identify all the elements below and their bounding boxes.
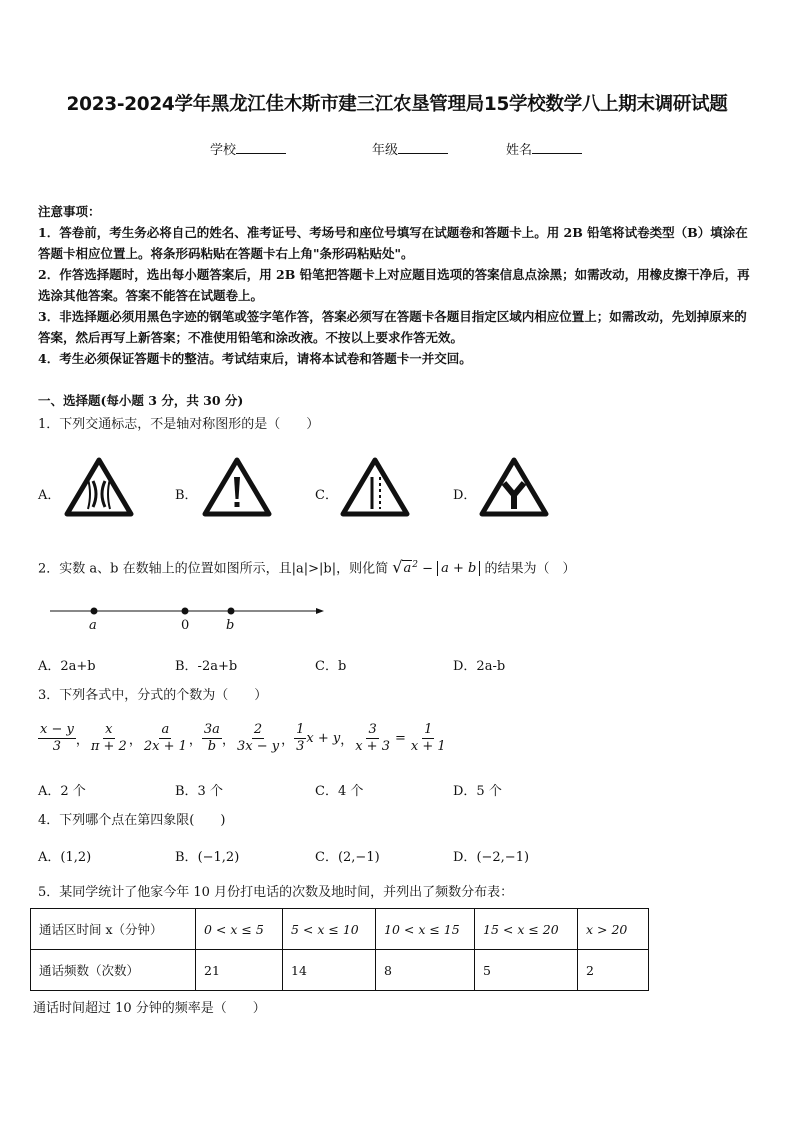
narrow-bridge-sign-icon: [64, 457, 134, 517]
q3-sep: ，: [75, 733, 89, 748]
q3-sep: ，: [340, 733, 354, 748]
q2-sqrt-exp: 2: [412, 560, 418, 570]
grade-field: [372, 140, 448, 161]
page-title: 2023-2024学年黑龙江佳木斯市建三江农垦管理局15学校数学八上期末调研试题: [66, 94, 728, 115]
number-line-arrow-icon: [316, 608, 324, 614]
table-cell: 0 < x ≤ 5: [196, 909, 283, 950]
q4-option-c: C．(2,−1): [315, 850, 380, 865]
point-zero: [182, 608, 189, 615]
note-item-4: 4．考生必须保证答题卡的整洁。考试结束后，请将本试卷和答题卡一并交回。: [38, 351, 472, 366]
q2-option-a: A．2a+b: [38, 659, 96, 674]
school-field: [210, 140, 286, 161]
q3-stem: 3．下列各式中，分式的个数为（ ）: [38, 688, 268, 703]
q1-label-a: A．: [38, 488, 61, 503]
notes-heading: 注意事项：: [38, 204, 101, 219]
name-field: [506, 140, 582, 161]
q3-frac-2: $\frac{x}{\pi + 2}$: [90, 722, 127, 754]
q1-stem: 1．下列交通标志，不是轴对称图形的是（ ）: [38, 417, 320, 432]
q2-option-c: C．b: [315, 659, 347, 674]
q2-expression: $√a^2 - a + b$: [392, 555, 480, 579]
q4-stem: 4．下列哪个点在第四象限( ): [38, 813, 226, 828]
q2-stem-post: 的结果为（ ）: [484, 561, 576, 577]
point-b: [228, 608, 235, 615]
note-item-2: 2．作答选择题时，选出每小题答案后，用 2B 铅笔把答题卡上对应题目选项的答案信息点涂黑；如需改动，用橡皮擦干净后，再选涂其他答案。答案不能答在试题卷上。: [38, 267, 750, 303]
table-cell: 21: [196, 950, 283, 991]
q2-stem-pre: 2．实数 a、b 在数轴上的位置如图所示，且|a|>|b|，则化简: [38, 561, 389, 577]
q3-sep: ，: [221, 733, 235, 748]
section-heading: 一、选择题(每小题 3 分，共 30 分): [38, 393, 244, 408]
frequency-table: [30, 908, 649, 991]
q3-option-d: D．5 个: [453, 784, 502, 799]
q3-frac-5: $\frac{2}{3x - y}$: [236, 722, 280, 754]
table-cell: 15 < x ≤ 20: [475, 909, 578, 950]
q2-sqrt-arg: a: [403, 561, 412, 577]
q2-option-d: D．2a-b: [453, 659, 506, 674]
table-cell: 14: [283, 950, 376, 991]
q3-sep: ，: [281, 733, 295, 748]
q3-frac-3: $\frac{a}{2x + 1}$: [143, 722, 187, 754]
table-cell: 8: [376, 950, 475, 991]
y-junction-sign-icon: [479, 457, 549, 517]
q3-frac-1: $\frac{x - y}{3}$: [40, 722, 74, 754]
q1-label-c: C．: [315, 488, 338, 503]
q1-label-b: B．: [175, 488, 198, 503]
q4-option-b: B．(−1,2): [175, 850, 240, 865]
q3-equals: =: [394, 731, 406, 746]
q3-frac-8: $\frac{1}{x + 1}$: [410, 722, 446, 754]
q4-option-d: D．(−2,−1): [453, 850, 530, 865]
axis-label-zero: 0: [181, 618, 190, 633]
q2-abs-expr: a + b: [437, 561, 480, 576]
table-cell: 10 < x ≤ 15: [376, 909, 475, 950]
grade-label: 年级: [372, 143, 399, 158]
table-cell: 2: [578, 950, 649, 991]
table-row: [31, 909, 649, 950]
q3-tail-6: x + y: [306, 731, 341, 746]
table-cell: 5: [475, 950, 578, 991]
q3-frac-4: $\frac{3a}{b}$: [203, 722, 220, 754]
q3-frac-6: $\frac{1}{3}$: [296, 722, 305, 754]
axis-label-a: a: [89, 618, 97, 633]
q3-sep: ，: [128, 733, 142, 748]
note-item-3: 3．非选择题必须用黑色字迹的钢笔或签字笔作答，答案必须写在答题卡各题目指定区域内相应位置上；如需改动，先划掉原来的答案，然后再写上新答案；不准使用铅笔和涂改液。不按以上要求作答无效。: [38, 309, 747, 345]
q3-sep: ，: [188, 733, 202, 748]
q4-option-a: A．(1,2): [38, 850, 92, 865]
name-label: 姓名: [506, 143, 533, 158]
q3-expressions: [38, 722, 448, 755]
q3-option-b: B．3 个: [175, 784, 223, 799]
table-row: [31, 950, 649, 991]
q2-option-b: B．-2a+b: [175, 659, 238, 674]
name-blank: [532, 141, 582, 154]
q5-question: 通话时间超过 10 分钟的频率是（ ）: [33, 1001, 266, 1016]
note-item-1: 1．答卷前，考生务必将自己的姓名、准考证号、考场号和座位号填写在试题卷和答题卡上。用 2B 铅笔将试卷类型（B）填涂在答题卡相应位置上。将条形码粘贴在答题卡右上角"条形码粘贴处"。: [38, 225, 748, 261]
point-a: [91, 608, 98, 615]
lane-divider-sign-icon: [340, 457, 410, 517]
q5-stem: 5．某同学统计了他家今年 10 月份打电话的次数及地时间，并列出了频数分布表：: [38, 885, 514, 900]
school-label: 学校: [210, 143, 237, 158]
table-header-time: 通话区时间 x（分钟）: [31, 909, 196, 950]
grade-blank: [398, 141, 448, 154]
q2-stem: [38, 555, 576, 579]
axis-label-b: b: [226, 618, 235, 633]
q3-option-a: A．2 个: [38, 784, 86, 799]
q3-frac-7: $\frac{3}{x + 3}$: [355, 722, 390, 754]
q3-option-c: C．4 个: [315, 784, 364, 799]
table-header-count: 通话频数（次数）: [31, 950, 196, 991]
table-cell: 5 < x ≤ 10: [283, 909, 376, 950]
table-cell: x > 20: [578, 909, 649, 950]
school-blank: [236, 141, 286, 154]
exclamation-sign-icon: [202, 457, 272, 517]
q1-label-d: D．: [453, 488, 477, 503]
